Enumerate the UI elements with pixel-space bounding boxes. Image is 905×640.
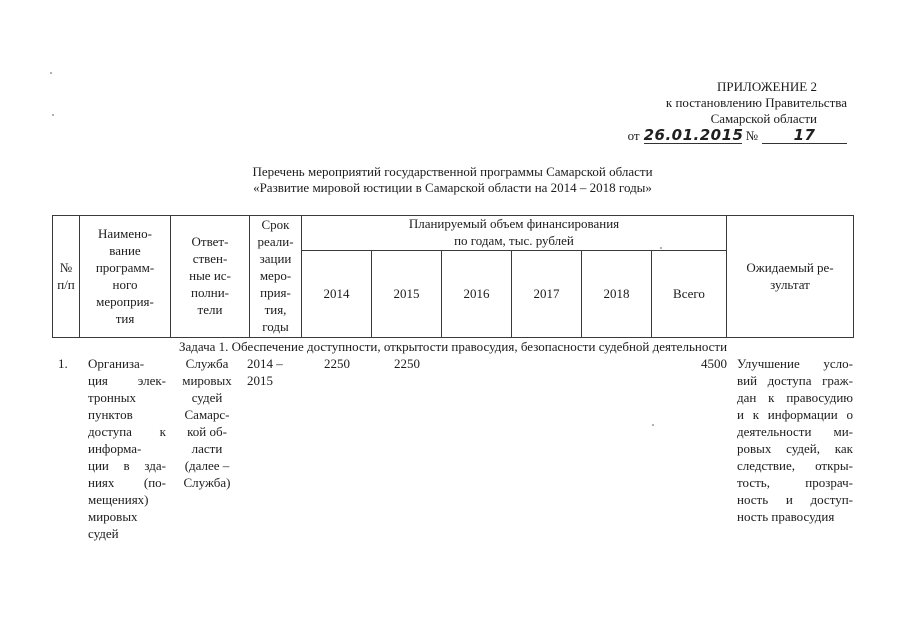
appendix-title: ПРИЛОЖЕНИЕ 2 [717, 79, 817, 94]
row-number: 1. [58, 356, 68, 371]
task-heading: Задача 1. Обеспечение доступности, открытости правосудия, безопасности судебной деятельности [178, 339, 728, 354]
row-value-total: 4500 [701, 356, 727, 371]
scan-speck [652, 424, 654, 426]
scan-speck [660, 247, 662, 249]
header-year-2017: 2017 [512, 251, 582, 338]
row-responsible: Служба мировых судей Самарс- кой об- ласти (далее – Служба) [182, 356, 232, 490]
scan-speck [52, 114, 54, 116]
scan-speck [50, 72, 52, 74]
order-date-field [644, 128, 742, 144]
header-total: Всего [652, 251, 727, 338]
handwritten-number: 17 [793, 126, 816, 144]
row-value-2015: 2250 [394, 356, 420, 371]
header-num: № п/п [53, 216, 80, 338]
header-term: Срок реали- зации меро- прия- тия, годы [250, 216, 302, 338]
appendix-block [628, 79, 847, 144]
row-expected-result: Улучшение усло- вий доступа граж- дан к правосудию и к информации о деятельности ми- ровых судей, как следствие, откры- тость, прозрач- ность и доступ- ность правосудия [737, 356, 853, 524]
order-line [628, 128, 847, 144]
handwritten-date: 26.01.2015 [643, 126, 744, 144]
number-label: № [745, 128, 758, 143]
title-line-1: Перечень мероприятий государственной программы Самарской области [252, 164, 653, 179]
row-term: 2014 – 2015 [247, 356, 283, 388]
header-responsible: Ответ- ствен- ные ис- полни- тели [171, 216, 250, 338]
from-label: от [627, 128, 640, 143]
header-year-2018: 2018 [582, 251, 652, 338]
header-year-2016: 2016 [442, 251, 512, 338]
appendix-line-2: Самарской области [710, 111, 817, 126]
header-funding: Планируемый объем финансирования по годам, тыс. рублей [302, 216, 727, 251]
header-year-2014: 2014 [302, 251, 372, 338]
appendix-line-1: к постановлению Правительства [665, 95, 847, 110]
row-measure-name: Организа- ция элек- тронных пунктов доступа к информа- ции в зда- ниях (по- мещениях) мировых судей [88, 356, 166, 541]
order-number-field [762, 128, 847, 144]
row-value-2014: 2250 [324, 356, 350, 371]
document-title [0, 164, 905, 196]
measures-table-header [52, 215, 854, 338]
header-name: Наимено- вание программ- ного мероприя- тия [80, 216, 171, 338]
title-line-2: «Развитие мировой юстиции в Самарской области на 2014 – 2018 годы» [253, 180, 652, 195]
header-year-2015: 2015 [372, 251, 442, 338]
header-result: Ожидаемый ре- зультат [727, 216, 854, 338]
